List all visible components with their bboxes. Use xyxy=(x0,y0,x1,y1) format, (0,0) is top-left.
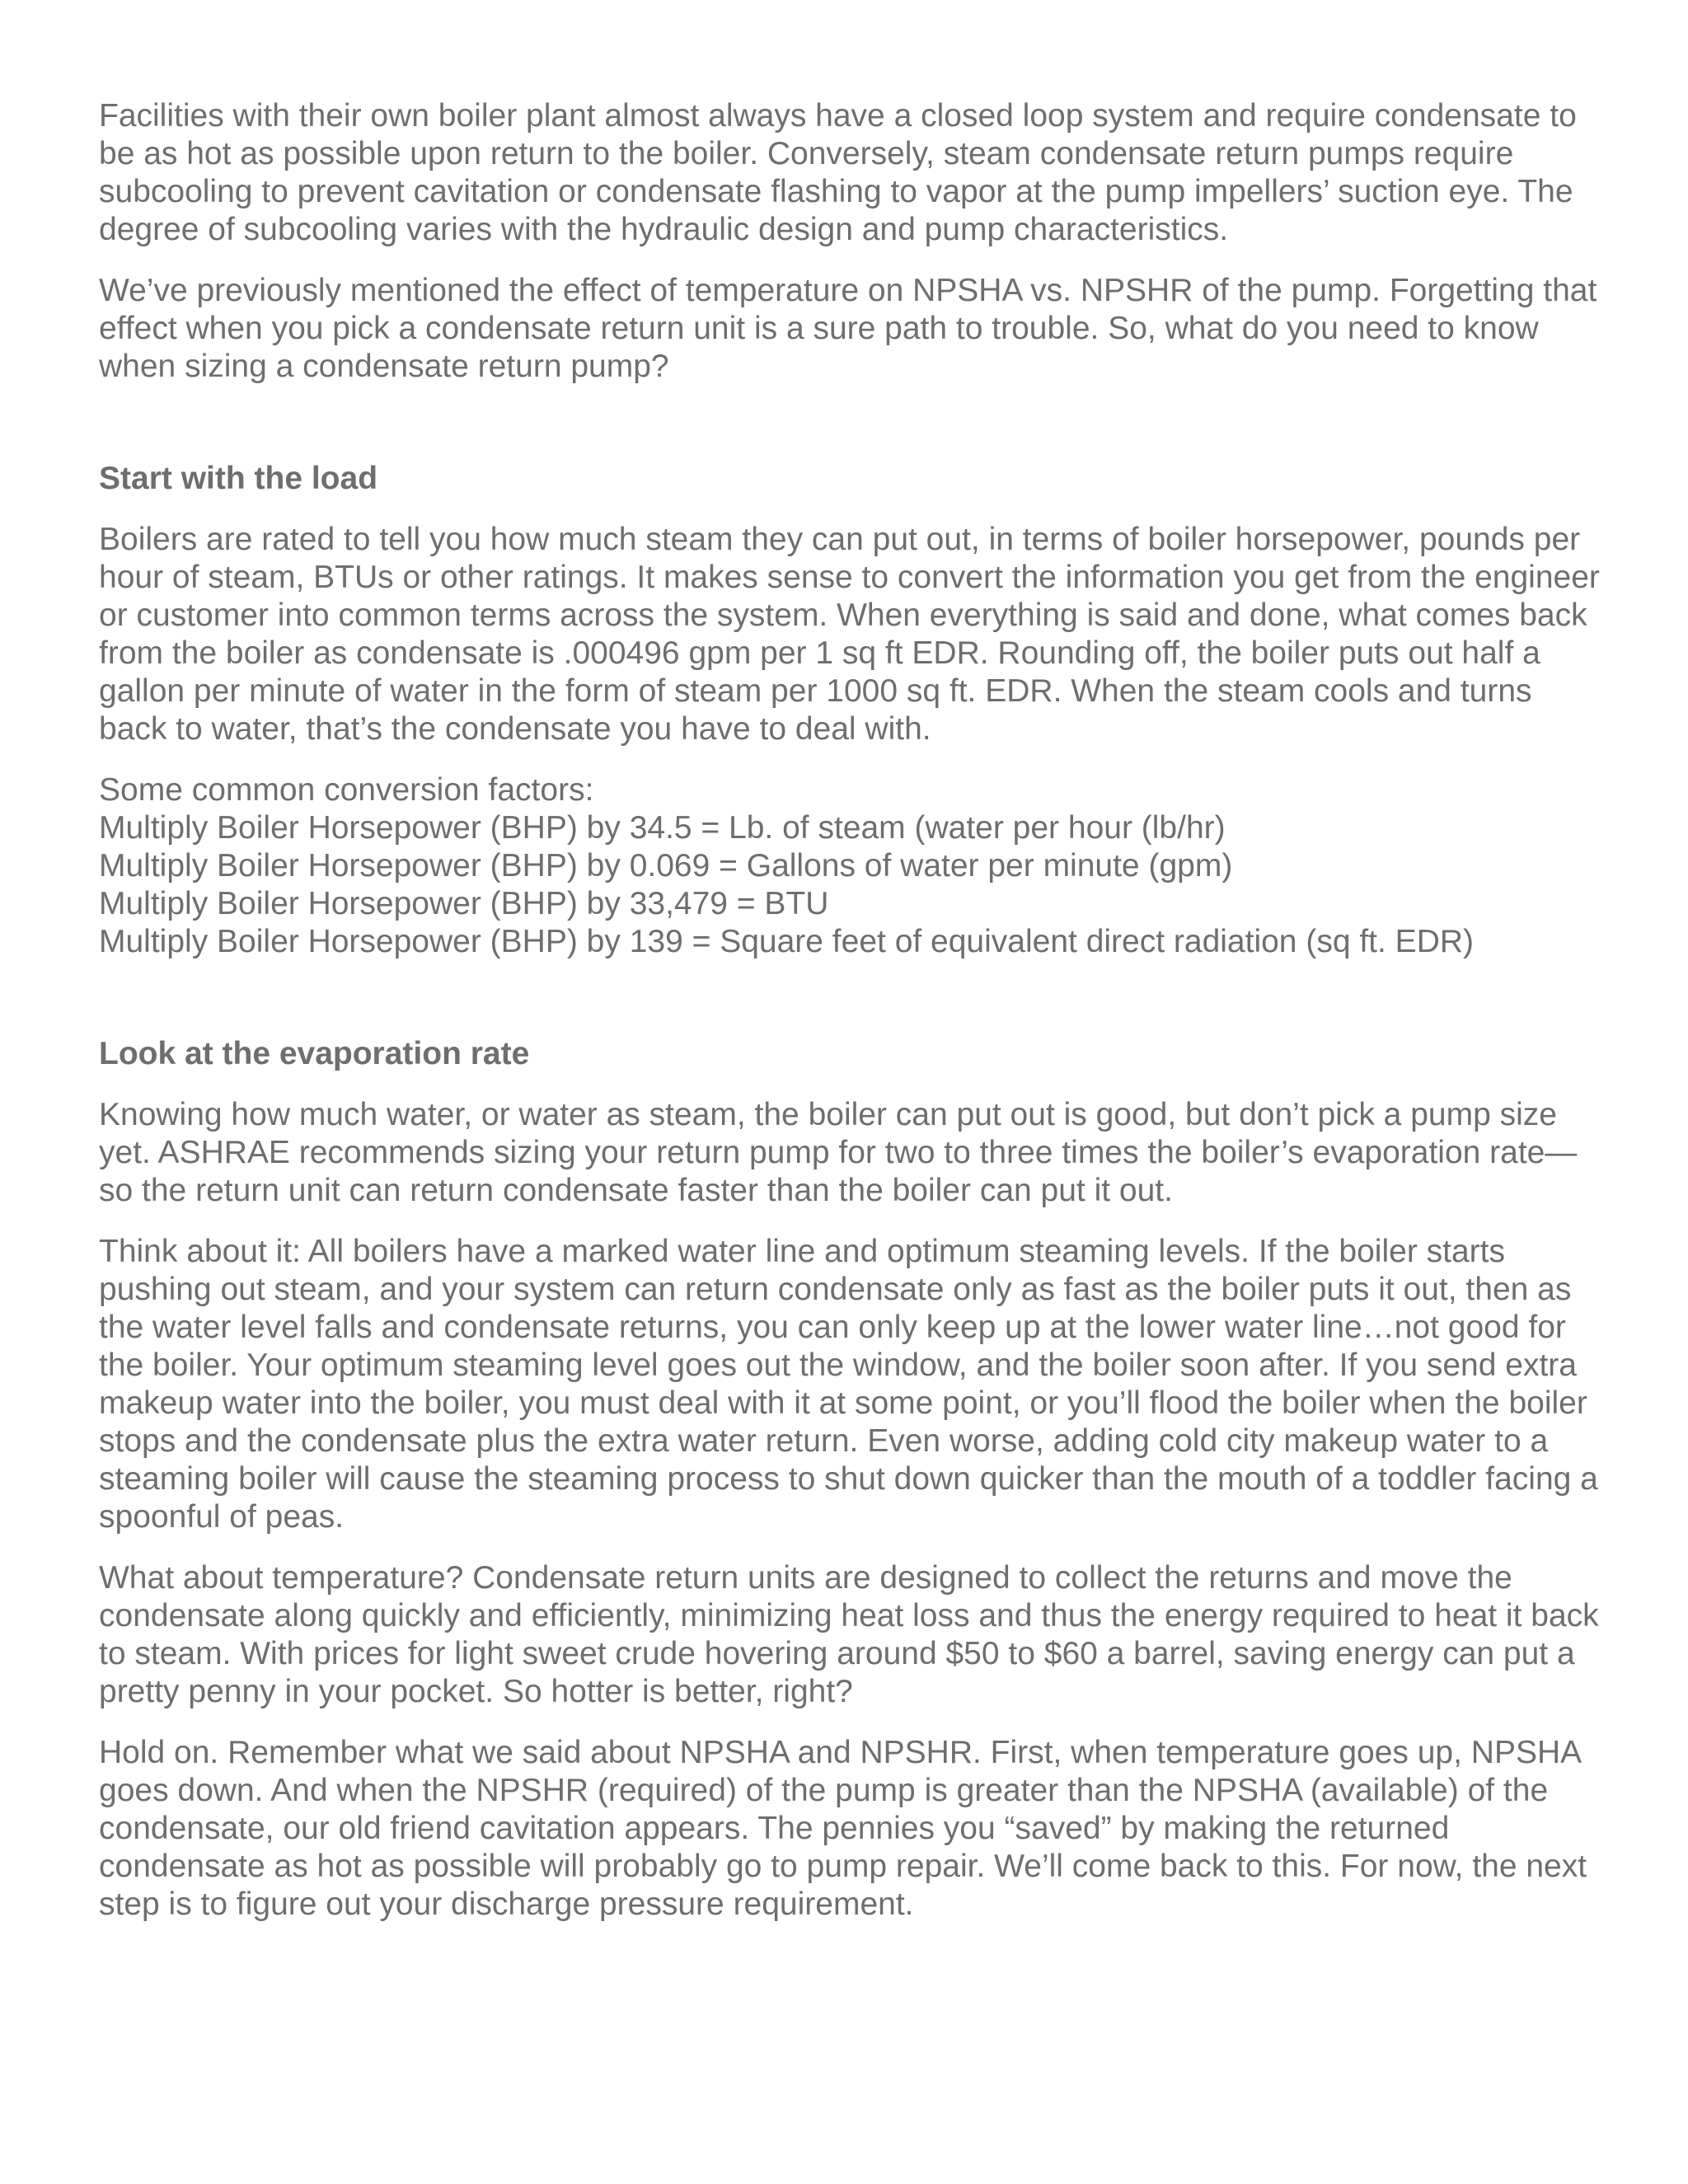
section-heading-evaporation: Look at the evaporation rate xyxy=(99,1036,530,1071)
intro-paragraph-2: We’ve previously mentioned the effect of temperature on NPSHA vs. NPSHR of the pump. Forgetting that effect when you pick a condensate return unit is a sure path to trouble. So, what do you need to know when sizing a condensate return pump? xyxy=(99,273,1597,384)
conversion-line: Multiply Boiler Horsepower (BHP) by 139 = Square feet of equivalent direct radiation (sq ft. EDR) xyxy=(99,924,1475,959)
conversion-line: Multiply Boiler Horsepower (BHP) by 33,479 = BTU xyxy=(99,886,829,921)
section-spacer xyxy=(99,984,1607,1035)
evaporation-paragraph-4: Hold on. Remember what we said about NPSHA and NPSHR. First, when temperature goes up, NPSHA goes down. And when the NPSHR (required) of the pump is greater than the NPSHA (available) of the condensate, our old friend cavitation appears. The pennies you “saved” by making the returned condensate as hot as possible will probably go to pump repair. We’ll come back to this. For now, the next step is to figure out your discharge pressure requirement. xyxy=(99,1735,1587,1922)
evaporation-paragraph-3: What about temperature? Condensate return units are designed to collect the returns and move the condensate along quickly and efficiently, minimizing heat loss and thus the energy required to heat it back to steam. With prices for light sweet crude hovering around $50 to $60 a barrel, saving energy can put a pretty penny in your pocket. So hotter is better, right? xyxy=(99,1560,1599,1709)
document-page xyxy=(99,97,1607,1947)
section-heading-load: Start with the load xyxy=(99,461,378,496)
section-spacer xyxy=(99,409,1607,460)
intro-paragraph-1: Facilities with their own boiler plant almost always have a closed loop system and require condensate to be as hot as possible upon return to the boiler. Conversely, steam condensate return pumps require subcooling to prevent cavitation or condensate flashing to vapor at the pump impellers’ suction eye. The degree of subcooling varies with the hydraulic design and pump characteristics. xyxy=(99,98,1577,247)
conversion-factors-block xyxy=(99,771,1607,961)
conversion-intro: Some common conversion factors: xyxy=(99,772,594,808)
conversion-line: Multiply Boiler Horsepower (BHP) by 0.069 = Gallons of water per minute (gpm) xyxy=(99,848,1233,883)
evaporation-paragraph-1: Knowing how much water, or water as steam, the boiler can put out is good, but don’t pick a pump size yet. ASHRAE recommends sizing your return pump for two to three times the boiler’s evaporation rate—so the return unit can return condensate faster than the boiler can put it out. xyxy=(99,1097,1578,1208)
conversion-line: Multiply Boiler Horsepower (BHP) by 34.5 = Lb. of steam (water per hour (lb/hr) xyxy=(99,810,1226,846)
load-paragraph: Boilers are rated to tell you how much steam they can put out, in terms of boiler horsepower, pounds per hour of steam, BTUs or other ratings. It makes sense to convert the information you get from the engineer or customer into common terms across the system. When everything is said and done, what comes back from the boiler as condensate is .000496 gpm per 1 sq ft EDR. Rounding off, the boiler puts out half a gallon per minute of water in the form of steam per 1000 sq ft. EDR. When the steam cools and turns back to water, that’s the condensate you have to deal with. xyxy=(99,522,1600,747)
evaporation-paragraph-2: Think about it: All boilers have a marked water line and optimum steaming levels. If the boiler starts pushing out steam, and your system can return condensate only as fast as the boiler puts it out, then as the water level falls and condensate returns, you can only keep up at the lower water line…not good for the boiler. Your optimum steaming level goes out the window, and the boiler soon after. If you send extra makeup water into the boiler, you must deal with it at some point, or you’ll flood the boiler when the boiler stops and the condensate plus the extra water return. Even worse, adding cold city makeup water to a steaming boiler will cause the steaming process to shut down quicker than the mouth of a toddler facing a spoonful of peas. xyxy=(99,1234,1598,1535)
